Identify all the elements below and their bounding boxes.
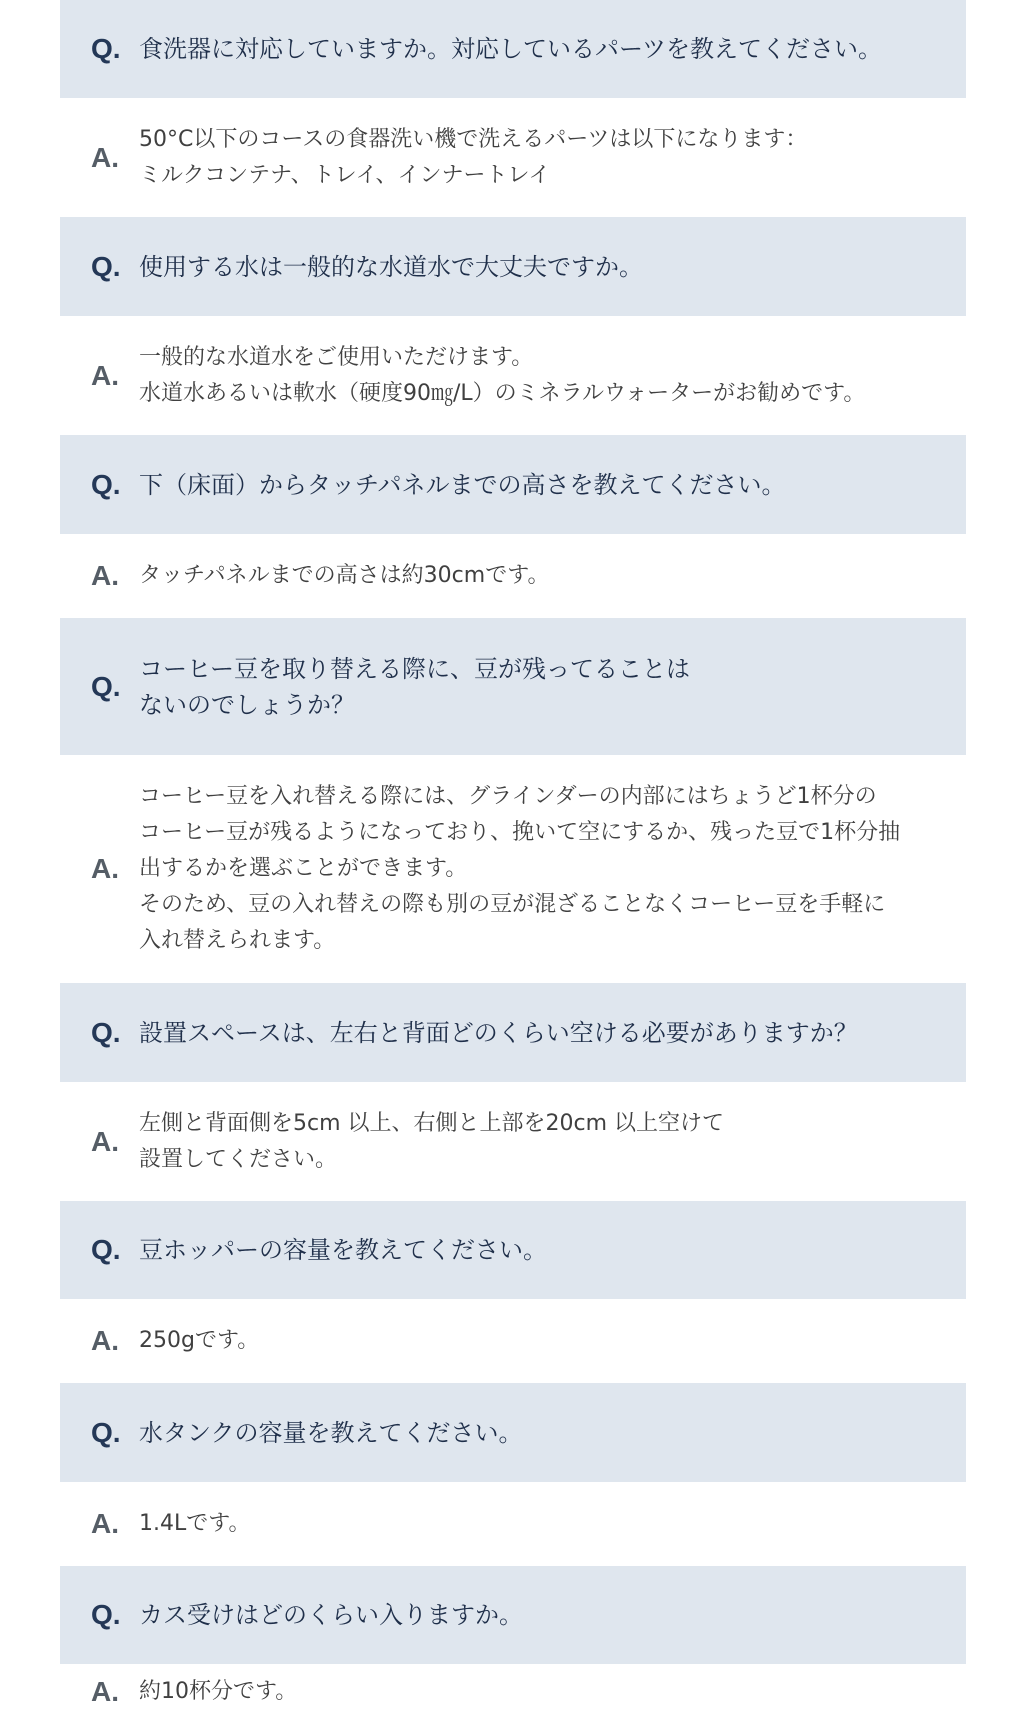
faq-question-row[interactable] <box>60 983 966 1082</box>
question-marker: Q. <box>91 33 121 64</box>
answer-marker: A. <box>91 1508 119 1539</box>
answer-text: コーヒー豆を入れ替える際には、グラインダーの内部にはちょうど1杯分の コーヒー豆が残るようになっており、挽いて空にするか、残った豆で1杯分抽 出するかを選ぶことができます。 そのため、豆の入れ替えの際も別の豆が混ざることなくコーヒー豆を手軽に 入れ替えられます。 <box>139 784 901 953</box>
answer-text: 1.4Lです。 <box>139 1511 251 1536</box>
question-text: カス受けはどのくらい入りますか。 <box>139 1601 523 1629</box>
question-marker: Q. <box>91 1416 121 1448</box>
faq-question-row[interactable] <box>60 1566 966 1664</box>
faq-answer-row <box>60 1082 966 1201</box>
answer-marker: A. <box>91 560 119 591</box>
answer-marker: A. <box>91 1125 119 1157</box>
faq-answer-row <box>60 1664 966 1719</box>
question-text: コーヒー豆を取り替える際に、豆が残ってることは ないのでしょうか？ <box>139 654 691 719</box>
answer-marker: A. <box>91 141 119 173</box>
faq-answer-row <box>60 1482 966 1566</box>
answer-text: 左側と背面側を5cm 以上、右側と上部を20cm 以上空けて 設置してください。 <box>139 1110 725 1172</box>
question-marker: Q. <box>91 1599 121 1630</box>
answer-marker: A. <box>91 359 119 391</box>
answer-marker: A. <box>91 1675 119 1707</box>
question-text: 豆ホッパーの容量を教えてください。 <box>139 1236 547 1264</box>
faq-question-row[interactable] <box>60 618 966 755</box>
answer-marker: A. <box>91 853 119 884</box>
answer-marker: A. <box>91 1325 119 1356</box>
question-marker: Q. <box>91 468 121 500</box>
faq-answer-row <box>60 755 966 983</box>
faq-question-row[interactable] <box>60 435 966 534</box>
answer-text: 250gです。 <box>139 1328 260 1353</box>
faq-answer-row <box>60 316 966 435</box>
question-marker: Q. <box>91 670 121 702</box>
question-marker: Q. <box>91 1016 121 1048</box>
question-text: 使用する水は一般的な水道水で大丈夫ですか。 <box>139 252 643 281</box>
answer-text: 約10杯分です。 <box>139 1678 298 1704</box>
faq-question-row[interactable] <box>60 1201 966 1299</box>
faq-question-row[interactable] <box>60 217 966 316</box>
question-text: 水タンクの容量を教えてください。 <box>139 1418 523 1447</box>
question-text: 設置スペースは、左右と背面どのくらい空ける必要がありますか？ <box>139 1018 858 1047</box>
answer-text: タッチパネルまでの高さは約30cmです。 <box>139 563 550 588</box>
faq-question-row[interactable] <box>60 1383 966 1482</box>
question-marker: Q. <box>91 1234 121 1265</box>
faq-answer-row <box>60 1299 966 1383</box>
faq-answer-row <box>60 98 966 217</box>
question-text: 食洗器に対応していますか。対応しているパーツを教えてください。 <box>139 35 883 63</box>
answer-text: 一般的な水道水をご使用いただけます。 水道水あるいは軟水（硬度90㎎/L）のミネラルウォーターがお勧めです。 <box>139 344 866 406</box>
question-marker: Q. <box>91 250 121 282</box>
faq-question-row[interactable] <box>60 0 966 98</box>
question-text: 下（床面）からタッチパネルまでの高さを教えてください。 <box>139 470 786 499</box>
answer-text: 50°C以下のコースの食器洗い機で洗えるパーツは以下になります： ミルクコンテナ、トレイ、インナートレイ <box>139 126 808 188</box>
faq-answer-row <box>60 534 966 618</box>
